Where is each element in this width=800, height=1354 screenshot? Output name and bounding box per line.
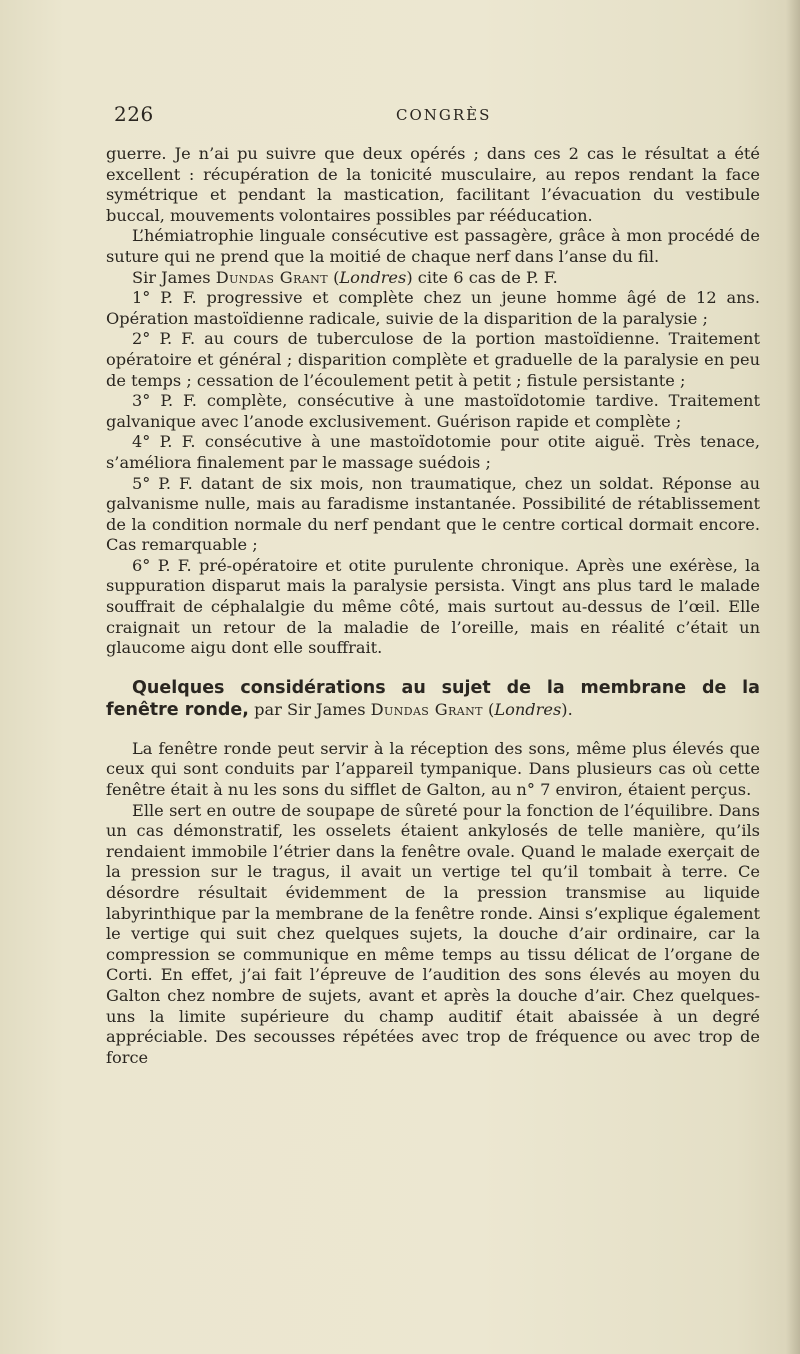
paragraph-dundas-grant-intro: Sir James Dundas Grant (Londres) cite 6 cas de P. F. [132,267,558,287]
paragraph-continued: guerre. Je n’ai pu suivre que deux opérés ; dans ces 2 cas le résultat a été excellent : récupération de la tonicité musculaire, au repos rendant la face symétrique et pendant la mastication, facilitant l’évacuation du vestibule buccal, mouvements volontaires possibles par rééducation. [106,144,760,225]
page-number: 226 [114,102,154,126]
case-5: 5° P. F. datant de six mois, non traumatique, chez un soldat. Réponse au galvanisme nulle, mais au faradisme instantanée. Possibilité de rétablissement de la condition normale du nerf pendant que le centre cortical dormait encore. Cas remarquable ; [106,473,760,555]
case-1: 1° P. F. progressive et complète chez un jeune homme âgé de 12 ans. Opération mastoïdienne radicale, suivie de la disparition de la paralysie ; [106,288,760,328]
section-paragraph-2: Elle sert en outre de soupape de sûreté pour la fonction de l’équilibre. Dans un cas démonstratif, les osselets étaient ankylosés de telle manière, qu’ils rendaient immobile l’étrier dans la fenêtre ovale. Quand le malade exerçait de la pression sur le tragus, il avait un vertige tel qu’il tombait à terre. Ce désordre résultait évidemment de la pression transmise au liquide labyrinthique par la membrane de la fenêtre ronde. Ainsi s’explique également le vertige qui suit chez quelques sujets, la douche d’air ordinaire, car la compression se communique en même temps au tissu délicat de l’organe de Corti. En effet, j’ai fait l’épreuve de l’audition des sons élevés au moyen du Galton chez nombre de sujets, avant et après la douche d’air. Chez quelques-uns la limite supérieure du champ auditif était abaissée à un degré appréciable. Des secousses répétées avec trop de fréquence ou avec trop de force [106,800,760,1067]
intro-text-end: cite 6 cas de P. F. [412,267,558,287]
running-title: CONGRÈS [396,106,492,124]
case-2: 2° P. F. au cours de tuberculose de la portion mastoïdienne. Traitement opératoire et général ; disparition complète et graduelle de la paralysie en peu de temps ; cessation de l’écoulement petit à petit ; fistule persistante ; [106,329,760,390]
section-by: par Sir James [248,699,371,719]
intro-text: Sir James [132,267,216,287]
page-header [114,102,760,132]
page-edge-shadow [786,0,800,1354]
case-4: 4° P. F. consécutive à une mastoïdotomie pour otite aiguë. Très tenace, s’améliora finalement par le massage suédois ; [106,432,760,472]
case-6: 6° P. F. pré-opératoire et otite purulente chronique. Après une exérèse, la suppuration disparut mais la paralysie persista. Vingt ans plus tard le malade souffrait de céphalalgie du même côté, mais surtout au-dessus de l’œil. Elle craignait un retour de la maladie de l’oreille, mais en réalité c’était un glaucome aigu dont elle souffrait. [106,555,760,658]
author-city: Londres [339,267,407,287]
section-paragraph-1: La fenêtre ronde peut servir à la réception des sons, même plus élevés que ceux qui sont conduits par l’appareil tympanique. Dans plusieurs cas où cette fenêtre était à nu les sons du sifflet de Galton, au n° 7 environ, étaient perçus. [106,738,760,800]
section-title: Quelques considérations au sujet de la membrane de la fenêtre ronde, par Sir James Dundas Grant (Londres). [106,677,760,720]
section-title-text: Quelques considérations au sujet de la membrane de la fenêtre ronde, [106,677,760,720]
section-author: Dundas Grant [370,699,483,719]
section-author-city: Londres [494,699,562,719]
paragraph-hemiatrophie: L’hémiatrophie linguale consécutive est passagère, grâce à mon procédé de suture qui ne prend que la moitié de chaque nerf dans l’anse du fil. [106,226,760,266]
author-name: Dundas Grant [215,267,328,287]
page-body [106,144,760,1068]
case-3: 3° P. F. complète, consécutive à une mastoïdotomie tardive. Traitement galvanique avec l’anode exclusivement. Guérison rapide et complète ; [106,391,760,431]
